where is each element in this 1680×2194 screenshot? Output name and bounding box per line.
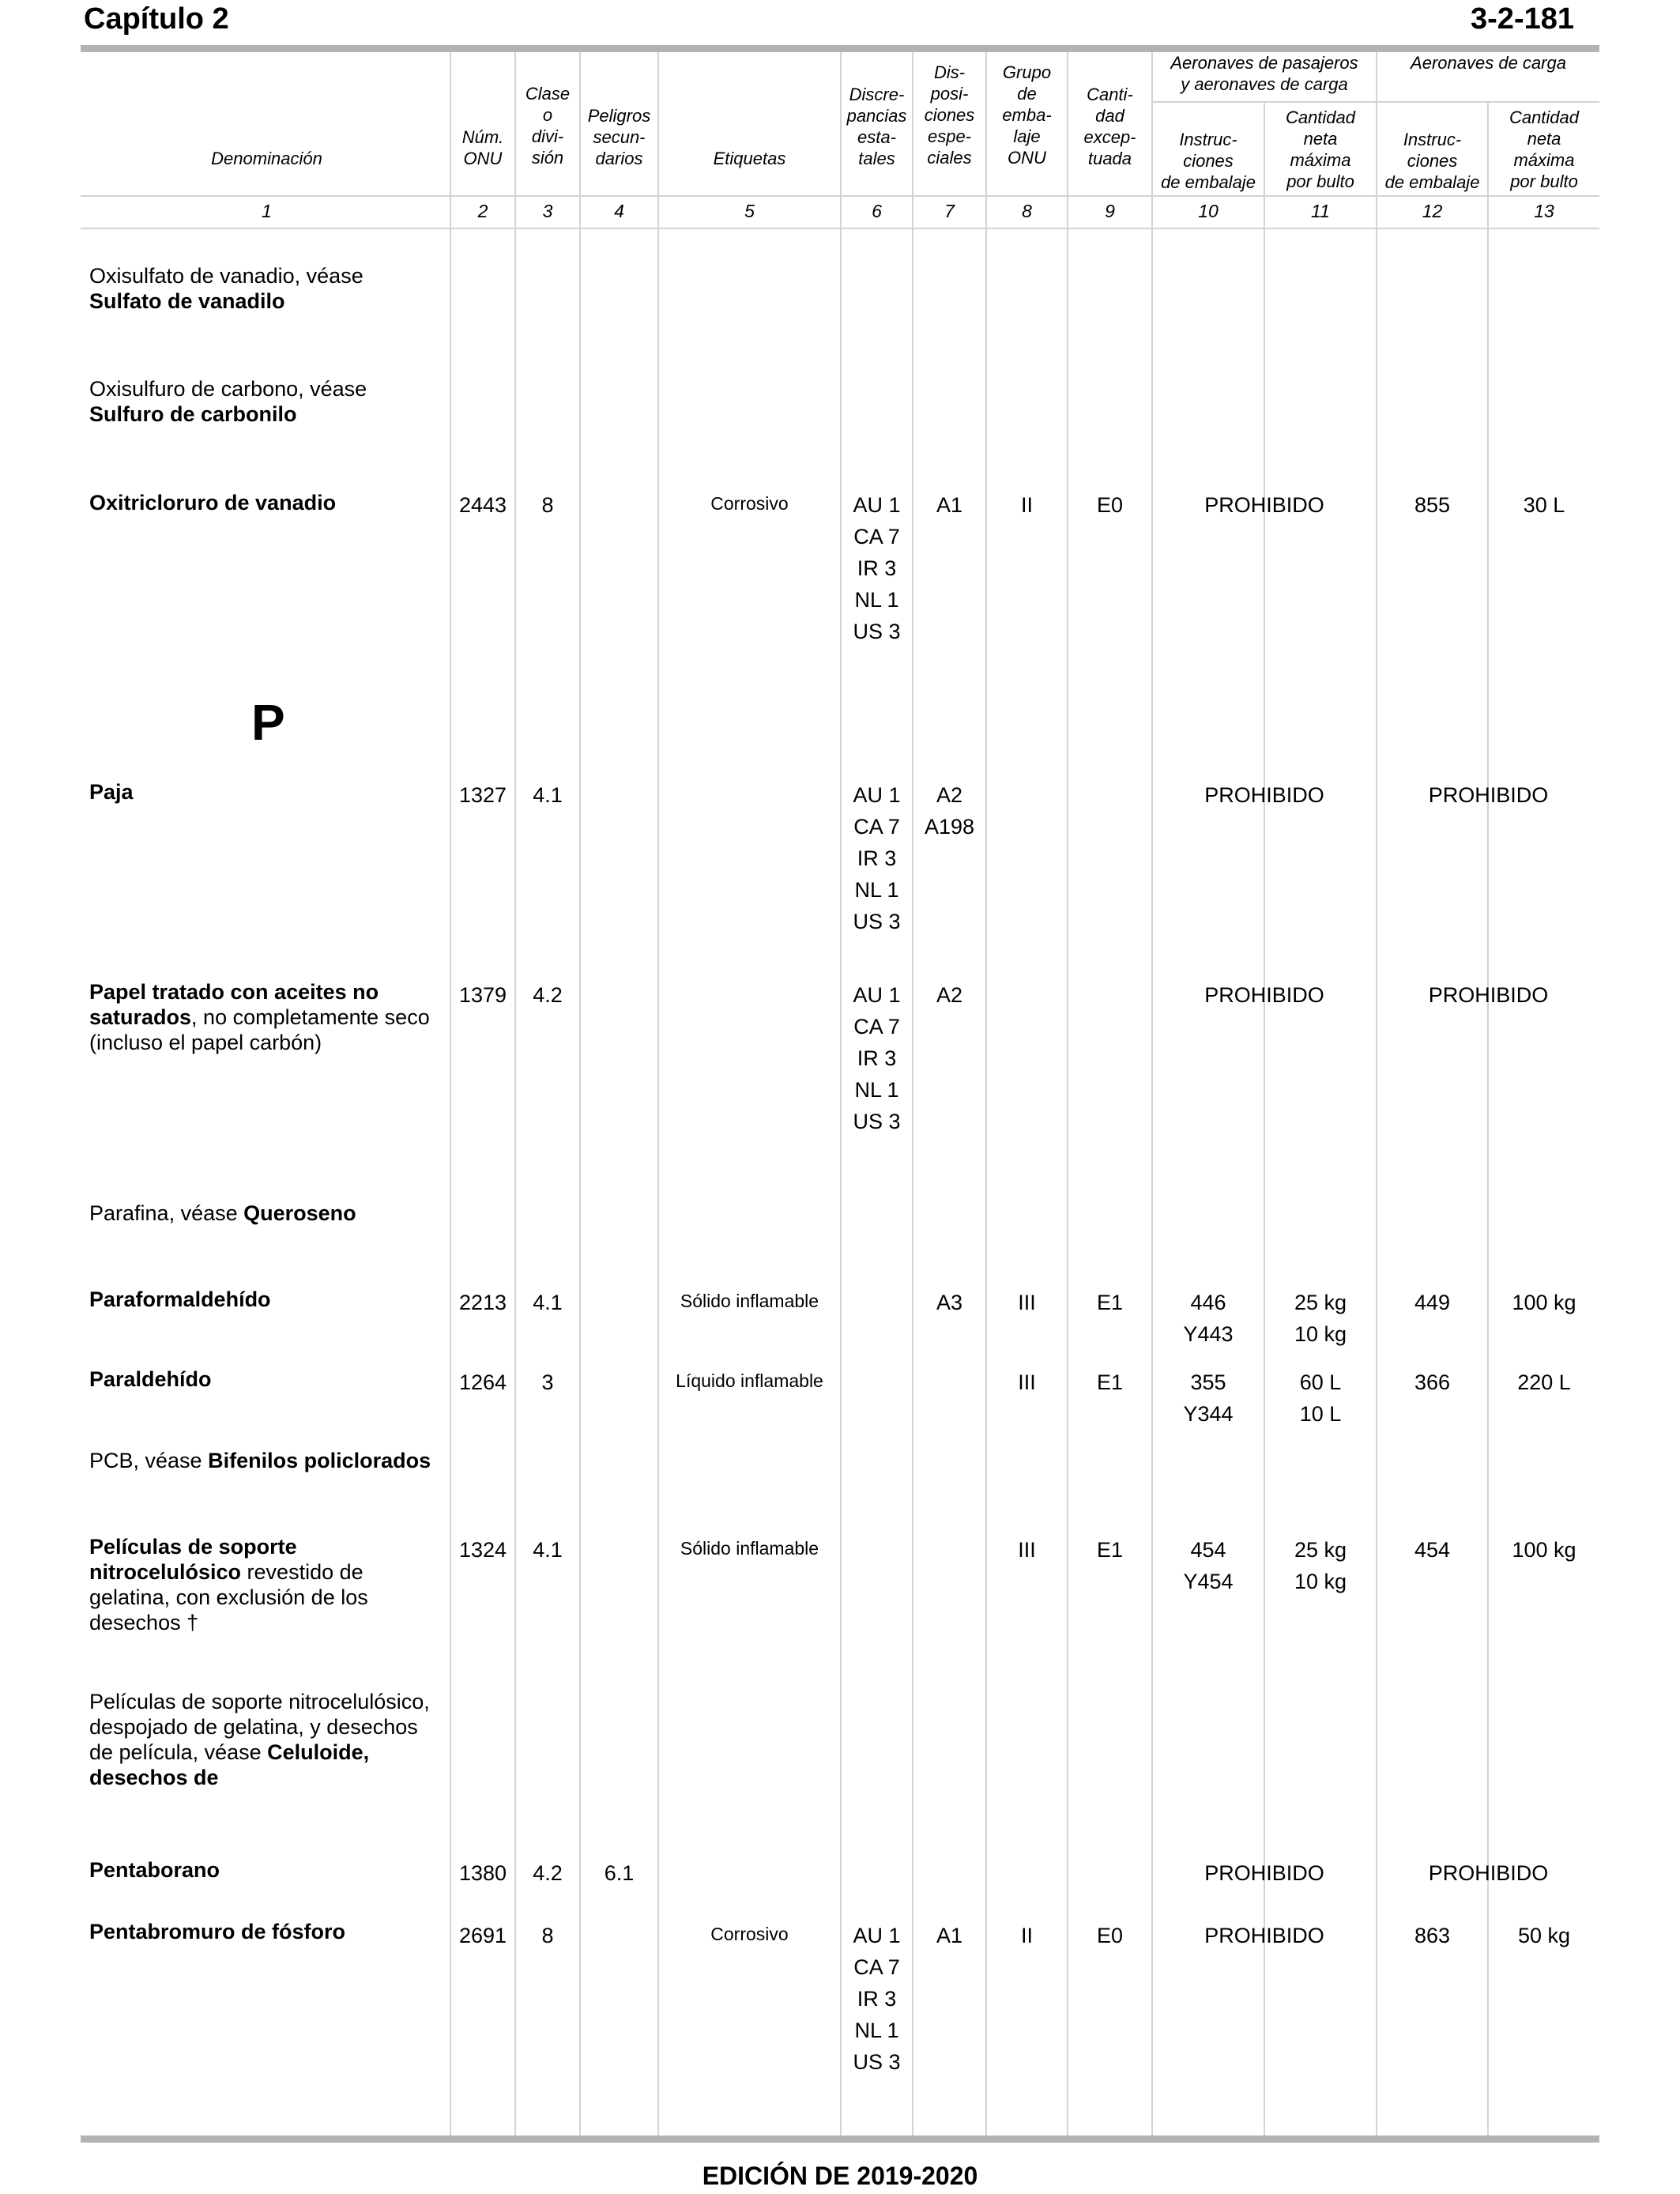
passenger-packing-instruction: 454 Y454 (1183, 1538, 1234, 1593)
special-provisions: A2 (936, 983, 963, 1007)
passenger-aircraft-status: PROHIBIDO (1204, 1861, 1324, 1885)
entry-oxisulfuro-de-carbono: Oxisulfuro de carbono, véase Sulfuro de carbonilo (89, 377, 367, 426)
label-hazard: Sólido inflamable (680, 1538, 819, 1559)
column-divider (1067, 52, 1068, 2136)
column-number: 8 (1022, 201, 1032, 221)
class-division: 8 (541, 493, 554, 517)
excepted-quantity: E1 (1096, 1291, 1124, 1314)
un-number: 1379 (458, 983, 507, 1007)
cargo-packing-instruction: 454 (1414, 1538, 1451, 1562)
class-division: 4.2 (533, 983, 563, 1007)
un-number: 2443 (458, 493, 507, 517)
class-division: 4.2 (533, 1861, 563, 1885)
passenger-aircraft-status: PROHIBIDO (1204, 783, 1324, 807)
passenger-aircraft-status: PROHIBIDO (1204, 983, 1324, 1007)
cargo-packing-instruction: 863 (1414, 1924, 1451, 1947)
packing-group: III (1018, 1538, 1036, 1562)
column-divider (1151, 52, 1153, 2136)
column-number: 5 (744, 201, 755, 221)
column-number: 13 (1534, 201, 1554, 221)
column-divider (514, 52, 516, 2136)
header-discrepancias: Discre- pancias esta- tales (846, 85, 907, 168)
cargo-max-net-quantity: 50 kg (1517, 1924, 1571, 1947)
state-variations: AU 1 CA 7 IR 3 NL 1 US 3 (853, 983, 901, 1133)
class-division: 4.1 (533, 783, 563, 807)
header-aeronaves-pasajeros: Aeronaves de pasajeros y aeronaves de carga (1170, 53, 1358, 94)
entry-oxisulfato-de-vanadio: Oxisulfato de vanadio, véase Sulfato de vanadilo (89, 264, 363, 313)
header-denominacion: Denominación (211, 149, 322, 168)
packing-group: II (1020, 1924, 1033, 1947)
column-divider (450, 52, 451, 2136)
passenger-packing-instruction: 446 Y443 (1183, 1291, 1234, 1346)
state-variations: AU 1 CA 7 IR 3 NL 1 US 3 (853, 493, 901, 643)
cargo-aircraft-status: PROHIBIDO (1428, 783, 1549, 807)
state-variations: AU 1 CA 7 IR 3 NL 1 US 3 (853, 783, 901, 933)
number-row-divider (81, 228, 1599, 229)
un-number: 1327 (458, 783, 507, 807)
header-num-onu: Núm. ONU (461, 127, 504, 168)
column-divider (1376, 52, 1377, 2136)
un-number: 1264 (458, 1370, 507, 1394)
header-cantidad-exceptuada: Canti- dad excep- tuada (1083, 85, 1136, 168)
header-divider (81, 195, 1599, 197)
column-number: 3 (542, 201, 553, 221)
column-number: 2 (477, 201, 488, 221)
column-number: 6 (872, 201, 882, 221)
entry-oxitricloruro-de-vanadio: Oxitricloruro de vanadio (89, 491, 337, 515)
column-number: 11 (1311, 201, 1330, 221)
entry-paja: Paja (89, 780, 134, 804)
header-aeronaves-carga: Aeronaves de carga (1411, 53, 1566, 73)
label-hazard: Corrosivo (710, 493, 789, 514)
header-etiquetas: Etiquetas (713, 149, 786, 168)
passenger-max-net-quantity: 60 L 10 L (1299, 1370, 1342, 1426)
entry-pentaborano: Pentaborano (89, 1858, 220, 1882)
label-hazard: Corrosivo (710, 1924, 789, 1944)
special-provisions: A2 A198 (924, 783, 975, 839)
column-divider (657, 52, 659, 2136)
excepted-quantity: E0 (1096, 1924, 1124, 1947)
column-divider (1264, 103, 1265, 2136)
excepted-quantity: E1 (1096, 1538, 1124, 1562)
column-number: 1 (262, 201, 272, 221)
header-instrucciones-carga: Instruc- ciones de embalaje (1384, 130, 1480, 192)
un-number: 2213 (458, 1291, 507, 1314)
state-variations: AU 1 CA 7 IR 3 NL 1 US 3 (853, 1924, 901, 2074)
special-provisions: A1 (936, 493, 963, 517)
cargo-packing-instruction: 449 (1414, 1291, 1451, 1314)
edition-footer: EDICIÓN DE 2019-2020 (702, 2162, 978, 2190)
cargo-max-net-quantity: 100 kg (1512, 1538, 1576, 1562)
column-number: 4 (614, 201, 624, 221)
entry-pentabromuro-de-fosforo: Pentabromuro de fósforo (89, 1920, 346, 1943)
cargo-aircraft-status: PROHIBIDO (1428, 1861, 1549, 1885)
column-number: 12 (1422, 201, 1443, 221)
cargo-packing-instruction: 366 (1414, 1370, 1451, 1394)
passenger-packing-instruction: 355 Y344 (1183, 1370, 1234, 1426)
column-divider (579, 52, 581, 2136)
un-number: 2691 (458, 1924, 507, 1947)
cargo-max-net-quantity: 30 L (1523, 493, 1565, 517)
un-number: 1380 (458, 1861, 507, 1885)
excepted-quantity: E1 (1096, 1370, 1124, 1394)
column-number: 10 (1198, 201, 1219, 221)
special-provisions: A3 (936, 1291, 963, 1314)
label-hazard: Líquido inflamable (676, 1370, 823, 1391)
group-divider (1151, 101, 1599, 103)
un-number: 1324 (458, 1538, 507, 1562)
column-divider (1487, 103, 1489, 2136)
column-number: 7 (944, 201, 955, 221)
cargo-packing-instruction: 855 (1414, 493, 1451, 517)
cargo-max-net-quantity: 220 L (1517, 1370, 1571, 1394)
special-provisions: A1 (936, 1924, 963, 1947)
entry-peliculas-despojado: Películas de soporte nitrocelulósico, despojado de gelatina, y desechos de película, véase Celuloide, desechos de (89, 1690, 430, 1789)
entry-paraldehido: Paraldehído (89, 1367, 212, 1391)
entry-paraformaldehido: Paraformaldehído (89, 1287, 271, 1311)
entry-parafina: Parafina, véase Queroseno (89, 1201, 356, 1225)
excepted-quantity: E0 (1096, 493, 1124, 517)
passenger-max-net-quantity: 25 kg 10 kg (1294, 1538, 1347, 1593)
header-peligros: Peligros secun- darios (587, 106, 651, 168)
entry-peliculas-de-soporte: Películas de soporte nitrocelulósico revestido de gelatina, con exclusión de los desechos † (89, 1535, 368, 1634)
cargo-aircraft-status: PROHIBIDO (1428, 983, 1549, 1007)
header-clase: Clase o divi- sión (525, 84, 571, 168)
passenger-max-net-quantity: 25 kg 10 kg (1294, 1291, 1347, 1346)
page-number: 3-2-181 (1471, 2, 1574, 36)
entry-papel-tratado: Papel tratado con aceites no saturados, no completamente seco (incluso el papel carbón) (89, 980, 430, 1054)
cargo-max-net-quantity: 100 kg (1512, 1291, 1576, 1314)
section-letter: P (251, 694, 285, 751)
bottom-rule (81, 2136, 1599, 2143)
header-grupo: Grupo de emba- laje ONU (1002, 62, 1052, 168)
passenger-aircraft-status: PROHIBIDO (1204, 493, 1324, 517)
column-divider (912, 52, 913, 2136)
packing-group: III (1018, 1291, 1036, 1314)
header-cantidad-neta-carga: Cantidad neta máxima por bulto (1509, 107, 1580, 191)
class-division: 4.1 (533, 1538, 563, 1562)
header-disposiciones: Dis- posi- ciones espe- ciales (924, 62, 975, 168)
packing-group: II (1020, 493, 1033, 517)
label-hazard: Sólido inflamable (680, 1291, 819, 1311)
header-cantidad-neta-pasajeros: Cantidad neta máxima por bulto (1285, 107, 1356, 191)
column-divider (985, 52, 987, 2136)
entry-pcb: PCB, véase Bifenilos policlorados (89, 1449, 431, 1472)
header-instrucciones-pasajeros: Instruc- ciones de embalaje (1161, 130, 1256, 192)
chapter-title: Capítulo 2 (84, 2, 229, 36)
column-number: 9 (1105, 201, 1115, 221)
subsidiary-hazard: 6.1 (604, 1861, 635, 1885)
class-division: 3 (541, 1370, 554, 1394)
top-rule (81, 45, 1599, 52)
class-division: 4.1 (533, 1291, 563, 1314)
packing-group: III (1018, 1370, 1036, 1394)
passenger-aircraft-status: PROHIBIDO (1204, 1924, 1324, 1947)
class-division: 8 (541, 1924, 554, 1947)
